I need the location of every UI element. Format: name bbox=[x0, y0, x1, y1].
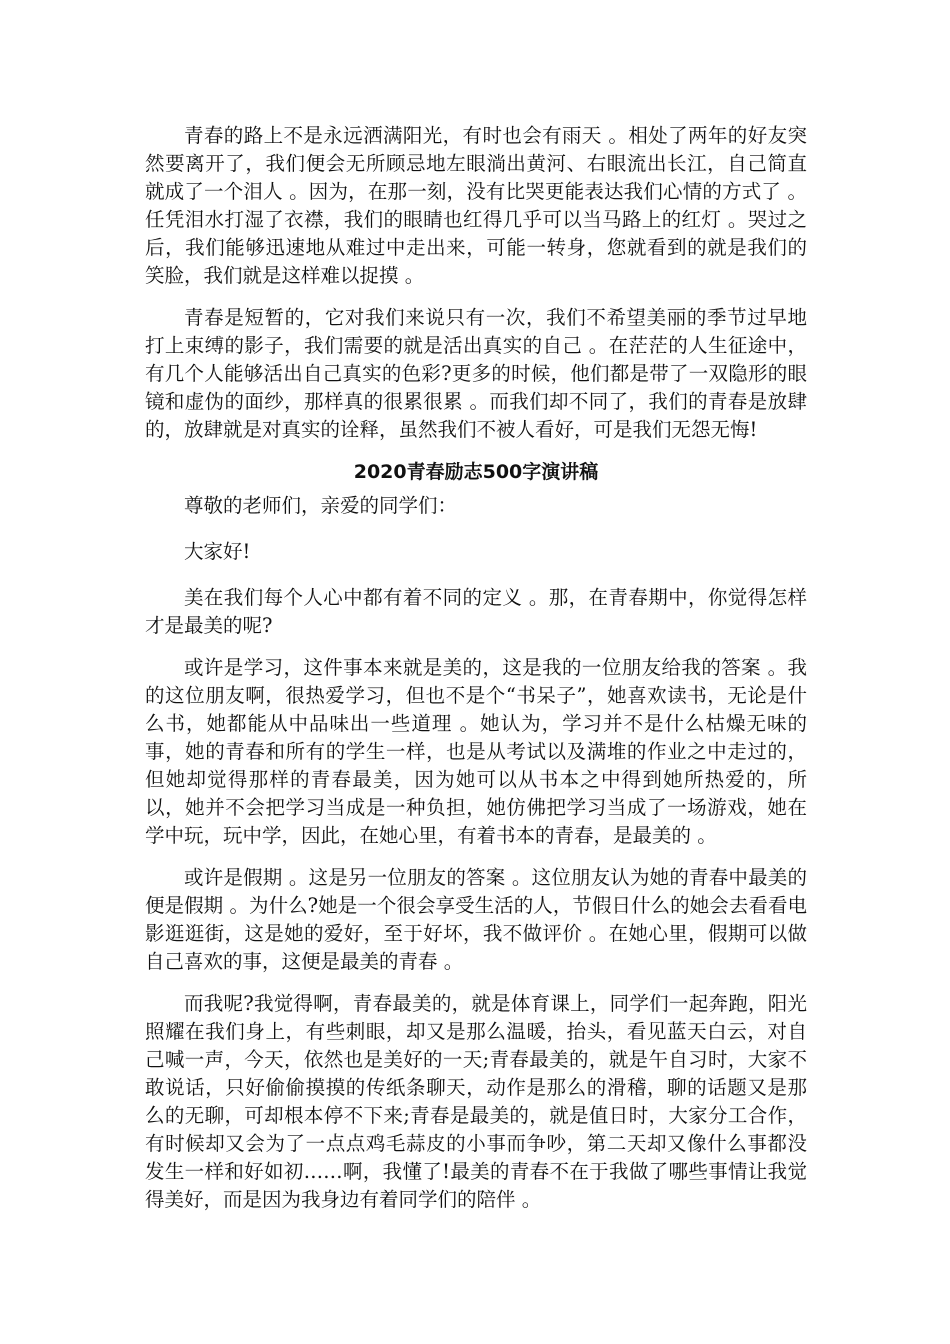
hello-line: 大家好! bbox=[184, 540, 251, 563]
paragraph-speech-3: 或许是假期 。这是另一位朋友的答案 。这位朋友认为她的青春中最美的便是假期 。为什么?她是一个很会享受生活的人，节假日什么的她会去看看电影逛逛街，这是她的爱好，至于好坏，我不做评价 。在她心里，假期可以做自己喜欢的事，这便是最美的青春 。 bbox=[145, 866, 807, 973]
greeting: 尊敬的老师们，亲爱的同学们： bbox=[184, 494, 458, 517]
paragraph-speech-2: 或许是学习，这件事本来就是美的，这是我的一位朋友给我的答案 。我的这位朋友啊，很热爱学习，但也不是个“书呆子”，她喜欢读书，无论是什么书，她都能从中品味出一些道理 。她认为，学习并不是什么枯燥无味的事，她的青春和所有的学生一样，也是从考试以及满堆的作业之中走过的，但她却觉得那样的青春最美，因为她可以从书本之中得到她所热爱的，所以，她并不会把学习当成是一种负担，她仿佛把学习当成了一场游戏，她在学中玩，玩中学，因此，在她心里，有着书本的青春，是最美的 。 bbox=[145, 656, 807, 847]
paragraph-speech-4: 而我呢?我觉得啊，青春最美的，就是体育课上，同学们一起奔跑，阳光照耀在我们身上，有些刺眼，却又是那么温暖，抬头，看见蓝天白云，对自己喊一声，今天，依然也是美好的一天;青春最美的，就是午自习时，大家不敢说话，只好偷偷摸摸的传纸条聊天，动作是那么的滑稽，聊的话题又是那么的无聊，可却根本停不下来;青春是最美的，就是值日时，大家分工合作，有时候却又会为了一点点鸡毛蒜皮的小事而争吵，第二天却又像什么事都没发生一样和好如初……啊，我懂了!最美的青春不在于我做了哪些事情让我觉得美好，而是因为我身边有着同学们的陪伴 。 bbox=[145, 992, 807, 1211]
document-page bbox=[145, 122, 807, 1228]
speech-title: 2020青春励志500字演讲稿 bbox=[353, 461, 599, 483]
paragraph-intro-2: 青春是短暂的，它对我们来说只有一次，我们不希望美丽的季节过早地打上束缚的影子，我们需要的就是活出真实的自己 。在茫茫的人生征途中，有几个人能够活出自己真实的色彩?更多的时候，他们都是带了一双隐形的眼镜和虚伪的面纱，那样真的很累很累 。而我们却不同了，我们的青春是放肆的，放肆就是对真实的诠释，虽然我们不被人看好，可是我们无怨无悔! bbox=[145, 306, 807, 441]
paragraph-speech-1: 美在我们每个人心中都有着不同的定义 。那，在青春期中，你觉得怎样才是最美的呢? bbox=[145, 586, 807, 637]
paragraph-intro-1: 青春的路上不是永远洒满阳光，有时也会有雨天 。相处了两年的好友突然要离开了，我们便会无所顾忌地左眼淌出黄河、右眼流出长江，自己简直就成了一个泪人 。因为，在那一刻，没有比哭更能表达我们心情的方式了 。任凭泪水打湿了衣襟，我们的眼睛也红得几乎可以当马路上的红灯 。哭过之后，我们能够迅速地从难过中走出来，可能一转身，您就看到的就是我们的笑脸，我们就是这样难以捉摸 。 bbox=[145, 124, 807, 287]
